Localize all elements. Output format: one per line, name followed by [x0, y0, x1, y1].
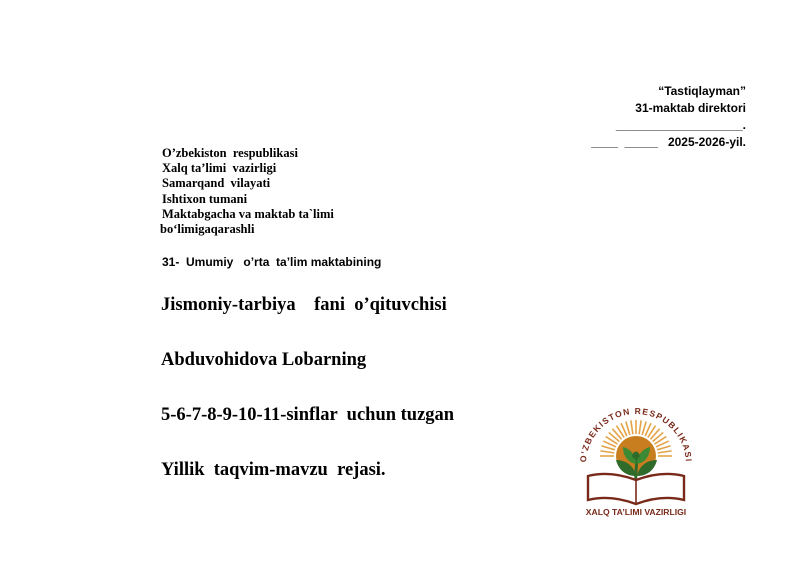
sun-ray — [657, 446, 670, 450]
plan-title: Yillik taqvim-mavzu rejasi. — [161, 460, 386, 480]
approval-date-line: ____ _____ 2025-2026-yil. — [591, 135, 746, 149]
organization-block — [160, 146, 334, 237]
teacher-name: Abduvohidova Lobarning — [161, 350, 367, 370]
sun-ray — [626, 421, 630, 434]
school-name: 31- Umumiy o’rta ta’lim maktabining — [162, 255, 382, 269]
org-line-department: Maktabgacha va maktab ta`limi — [162, 206, 334, 221]
sun-ray — [631, 420, 633, 434]
approval-title: “Tastiqlayman” — [658, 84, 746, 98]
ministry-emblem-icon — [574, 384, 698, 522]
org-line-district: Ishtixon tumani — [162, 191, 248, 206]
approval-signature-line: ___________________. — [615, 118, 746, 132]
org-line-affiliation: bo‘limigaqarashli — [160, 222, 255, 237]
sun-ray — [642, 421, 646, 434]
logo-bottom-text: XALQ TA’LIMI VAZIRLIGI — [585, 507, 687, 517]
sun-ray — [601, 446, 614, 450]
org-line-region: Samarqand vilayati — [162, 176, 271, 191]
ministry-logo — [574, 384, 698, 522]
subject-heading: Jismoniy-tarbiya fani o’qituvchisi — [161, 295, 447, 315]
approval-position: 31-maktab direktori — [635, 101, 746, 115]
sun-ray — [639, 420, 641, 434]
org-line-ministry: Xalq ta’limi vazirligi — [162, 161, 277, 176]
logo-arc-text: O’ZBEKISTON RESPUBLIKASI — [577, 405, 694, 463]
org-line-country: O’zbekiston respublikasi — [162, 146, 298, 160]
sun-ray — [600, 451, 614, 453]
grades-heading: 5-6-7-8-9-10-11-sinflar uchun tuzgan — [161, 405, 455, 425]
approval-block — [591, 83, 746, 151]
sun-ray — [658, 451, 672, 453]
